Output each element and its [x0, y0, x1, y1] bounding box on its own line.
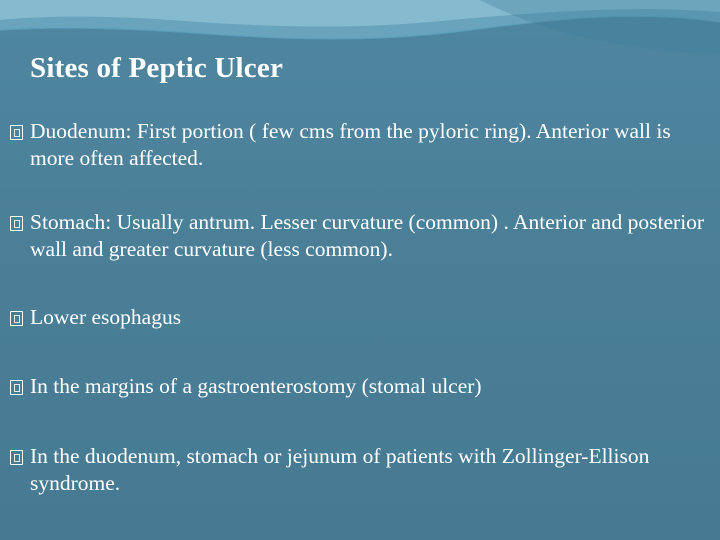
- bullet-duodenum: [8, 118, 718, 172]
- bullet-text: In the margins of a gastroenterostomy (stomal ulcer): [30, 374, 482, 398]
- bullet-zollinger-ellison: [8, 443, 718, 497]
- bullet-lower-esophagus: [8, 304, 718, 331]
- bullet-box-icon: [10, 380, 23, 395]
- bullet-box-icon: [10, 450, 23, 465]
- bullet-box-icon: [10, 216, 23, 231]
- bullet-stomach: [8, 209, 718, 263]
- bullet-gastroenterostomy: [8, 373, 718, 400]
- bullet-text: Stomach: Usually antrum. Lesser curvature (common) . Anterior and posterior wall and greater curvature (less common).: [30, 210, 705, 261]
- bullet-text: Duodenum: First portion ( few cms from the pyloric ring). Anterior wall is more often affected.: [30, 119, 671, 170]
- bullet-text: In the duodenum, stomach or jejunum of patients with Zollinger-Ellison syndrome.: [30, 444, 650, 495]
- bullet-list: [8, 118, 718, 497]
- slide-title: Sites of Peptic Ulcer: [30, 52, 284, 84]
- bullet-box-icon: [10, 311, 23, 326]
- bullet-text: Lower esophagus: [30, 305, 182, 329]
- bullet-box-icon: [10, 125, 23, 140]
